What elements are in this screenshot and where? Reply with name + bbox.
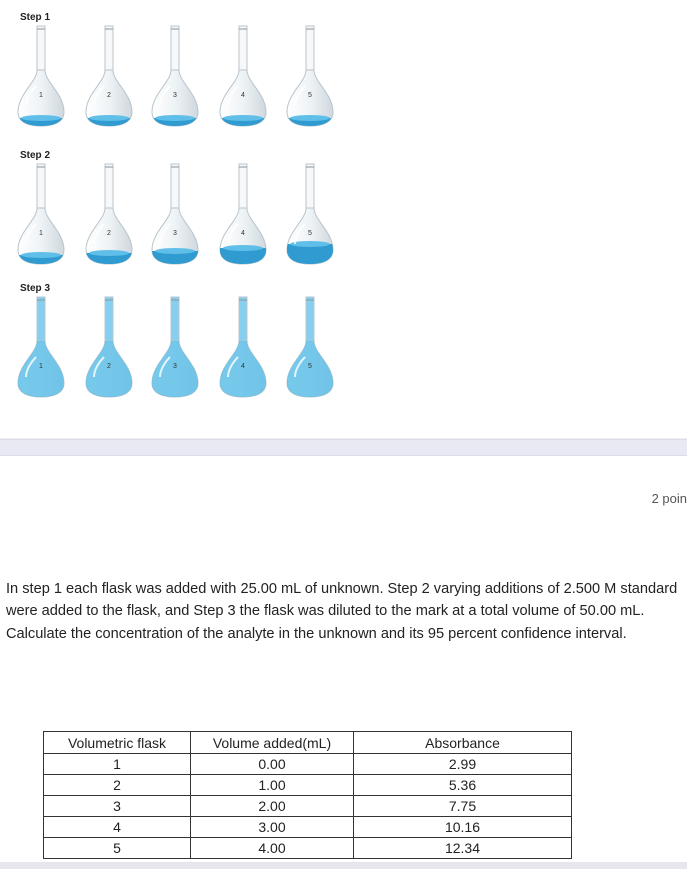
volumetric-flask xyxy=(150,158,200,266)
flask-cell: 1 xyxy=(44,754,191,775)
volumetric-flask xyxy=(285,291,335,399)
volumetric-flask xyxy=(84,291,134,399)
volumetric-flask xyxy=(150,20,200,128)
question-text: In step 1 each flask was added with 25.00 mL of unknown. Step 2 varying additions of 2.500 M standard were added to the flask, and Step 3 the flask was diluted to the mark at a total volume of 50.00 mL. Calculate the concentration of the analyte in the unknown and its 95 percent confidence interval. xyxy=(6,580,678,642)
flask-number: 4 xyxy=(241,230,245,237)
table-row xyxy=(44,817,572,838)
flask-cell: 4 xyxy=(44,817,191,838)
points-label: 2 poin xyxy=(651,491,687,506)
table-row xyxy=(44,775,572,796)
table-row xyxy=(44,838,572,859)
flask-number: 5 xyxy=(308,92,312,99)
volumetric-flask xyxy=(84,20,134,128)
volumetric-flask xyxy=(84,158,134,266)
flask-number: 4 xyxy=(241,92,245,99)
volume-cell: 1.00 xyxy=(191,775,354,796)
volumetric-flask xyxy=(150,291,200,399)
volume-cell: 0.00 xyxy=(191,754,354,775)
flask-number: 4 xyxy=(241,363,245,370)
flask-cell: 3 xyxy=(44,796,191,817)
volumetric-flask xyxy=(218,158,268,266)
step-label: Step 1 xyxy=(20,12,51,23)
section-divider xyxy=(0,439,687,456)
step-label: Step 2 xyxy=(20,150,51,161)
table-row xyxy=(44,754,572,775)
bottom-strip xyxy=(0,862,687,869)
volumetric-flask xyxy=(16,20,66,128)
column-header: Absorbance xyxy=(354,732,572,754)
column-header: Volumetric flask xyxy=(44,732,191,754)
table-header-row xyxy=(44,732,572,754)
flask-number: 3 xyxy=(173,363,177,370)
volumetric-flask xyxy=(285,20,335,128)
flask-cell: 5 xyxy=(44,838,191,859)
data-table xyxy=(43,731,572,859)
volumetric-flask xyxy=(285,158,335,266)
volumetric-flask xyxy=(218,20,268,128)
table-row xyxy=(44,796,572,817)
absorbance-cell: 12.34 xyxy=(354,838,572,859)
flask-number: 1 xyxy=(39,363,43,370)
flask-number: 1 xyxy=(39,92,43,99)
volumetric-flask xyxy=(16,291,66,399)
flask-number: 3 xyxy=(173,92,177,99)
flask-number: 1 xyxy=(39,230,43,237)
absorbance-cell: 10.16 xyxy=(354,817,572,838)
flask-cell: 2 xyxy=(44,775,191,796)
volumetric-flask xyxy=(16,158,66,266)
flask-number: 2 xyxy=(107,92,111,99)
flask-number: 5 xyxy=(308,230,312,237)
column-header: Volume added(mL) xyxy=(191,732,354,754)
volume-cell: 4.00 xyxy=(191,838,354,859)
flask-number: 3 xyxy=(173,230,177,237)
flask-number: 2 xyxy=(107,230,111,237)
step-label: Step 3 xyxy=(20,283,51,294)
flask-number: 2 xyxy=(107,363,111,370)
absorbance-cell: 2.99 xyxy=(354,754,572,775)
flask-number: 5 xyxy=(308,363,312,370)
volume-cell: 2.00 xyxy=(191,796,354,817)
absorbance-cell: 5.36 xyxy=(354,775,572,796)
absorbance-cell: 7.75 xyxy=(354,796,572,817)
volume-cell: 3.00 xyxy=(191,817,354,838)
volumetric-flask xyxy=(218,291,268,399)
